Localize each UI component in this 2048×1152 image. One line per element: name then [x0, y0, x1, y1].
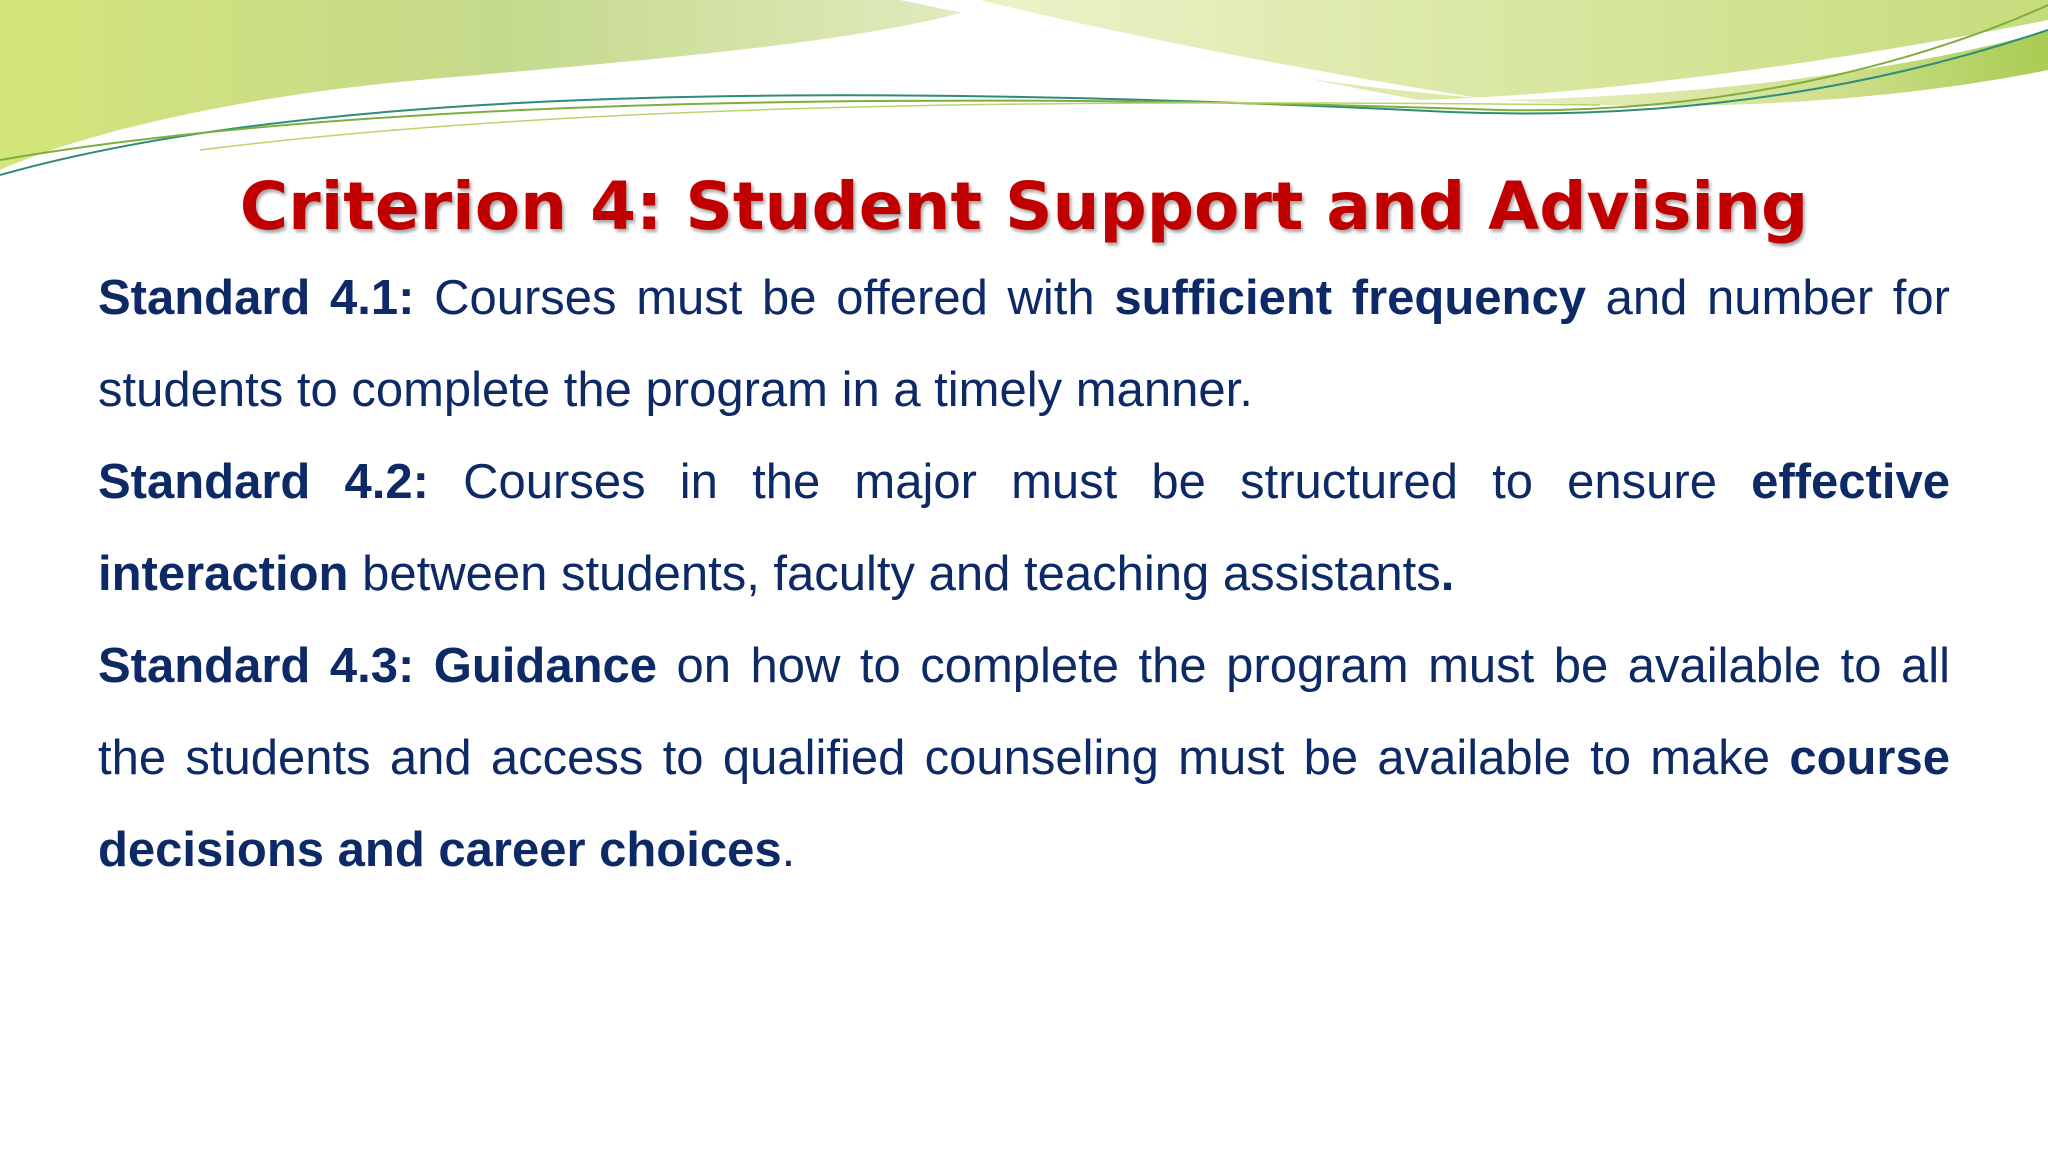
standard-label: Standard 4.1: — [98, 271, 415, 325]
standard-text: and number for students to complete the program in a timely manner. — [98, 271, 1950, 417]
slide-title: Criterion 4: Student Support and Advising — [239, 168, 1809, 245]
standard-end-punctuation: . — [1440, 547, 1455, 601]
standard-4-2 — [98, 436, 1950, 620]
slide-body — [98, 252, 1950, 896]
standard-text: on how to complete the program must be available to all the students and access to qualified counseling must be available to make — [98, 639, 1950, 785]
header-swoosh-left — [0, 0, 1000, 170]
standard-text: between students, faculty and teaching assistants — [348, 547, 1441, 601]
standard-emphasis: course decisions and career choices — [98, 731, 1950, 877]
standard-4-1 — [98, 252, 1950, 436]
standard-text: . — [781, 823, 796, 877]
standard-emphasis: Guidance — [433, 639, 658, 693]
standard-label: Standard 4.2: — [98, 455, 429, 509]
standard-4-3 — [98, 620, 1950, 896]
standard-text: Courses in the major must be structured to ensure — [428, 455, 1752, 509]
standard-label: Standard 4.3: — [98, 639, 415, 693]
standard-emphasis: effective interaction — [98, 455, 1950, 601]
standard-emphasis: sufficient frequency — [1114, 271, 1586, 325]
standard-text: Courses must be offered with — [414, 271, 1115, 325]
